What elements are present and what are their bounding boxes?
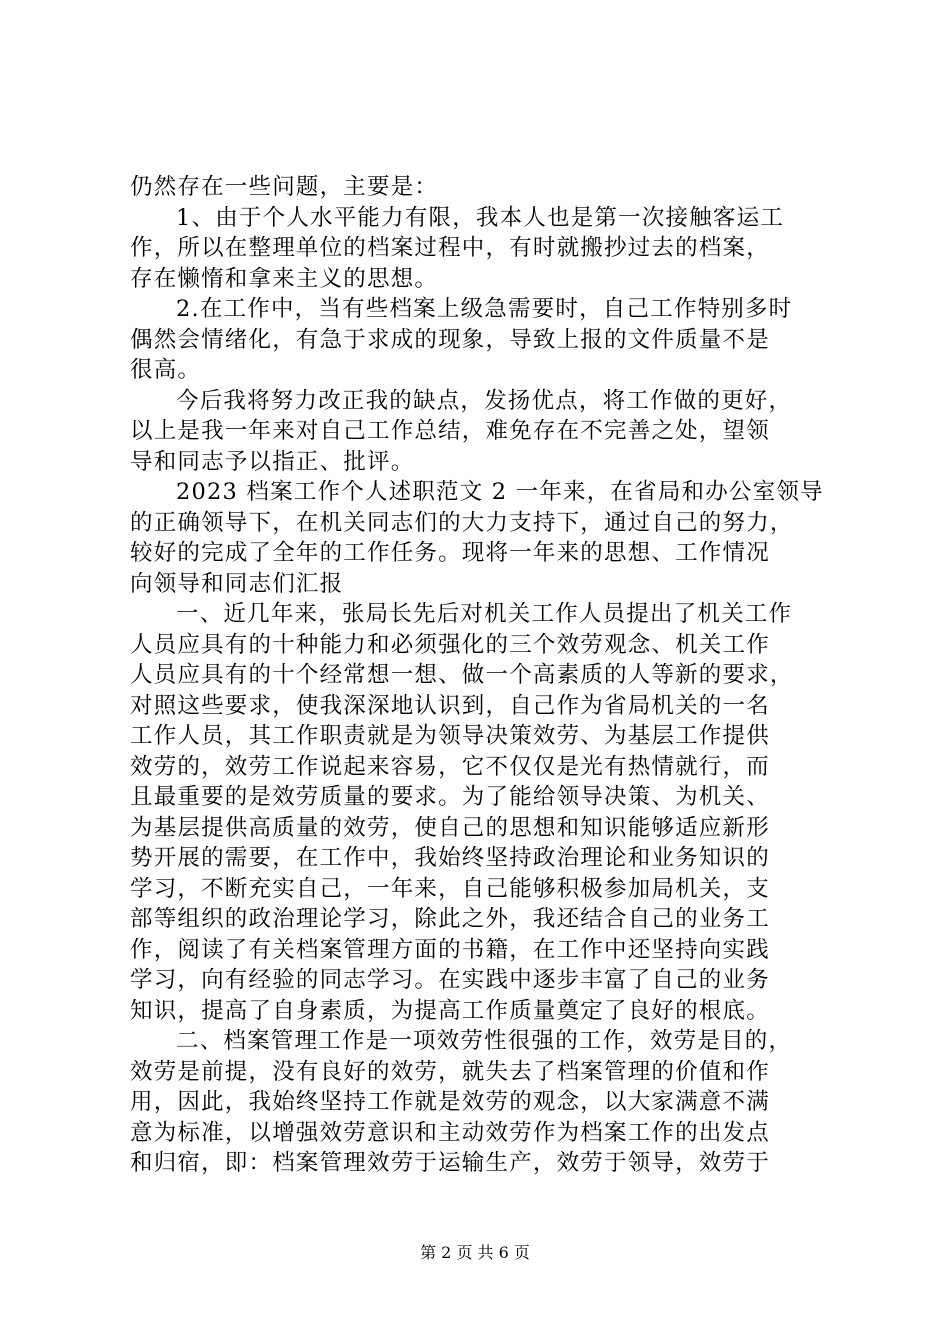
text-line: 对照这些要求，使我深深地认识到，自己作为省局机关的一名 bbox=[130, 692, 770, 719]
text-line: 很高。 bbox=[130, 357, 202, 383]
text-line: 意为标准，以增强效劳意识和主动效劳作为档案工作的出发点 bbox=[130, 1119, 770, 1146]
text-line: 效劳的，效劳工作说起来容易，它不仅仅是光有热情就行，而 bbox=[130, 753, 770, 780]
text-line: 仍然存在一些问题，主要是： bbox=[130, 174, 439, 200]
text-line: 和归宿，即：档案管理效劳于运输生产，效劳于领导，效劳于 bbox=[130, 1150, 770, 1176]
page-footer: 第 2 页 共 6 页 bbox=[420, 1243, 530, 1262]
text-line: 2.在工作中，当有些档案上级急需要时，自己工作特别多时 bbox=[176, 296, 793, 322]
text-line: 以上是我一年来对自己工作总结，难免存在不完善之处，望领 bbox=[130, 418, 770, 444]
text-line: 学习，向有经验的同志学习。在实践中逐步丰富了自己的业务 bbox=[130, 967, 770, 993]
text-line: 工作人员，其工作职责就是为领导决策效劳、为基层工作提供 bbox=[130, 723, 770, 749]
text-line: 二、档案管理工作是一项效劳性很强的工作，效劳是目的， bbox=[176, 1028, 793, 1054]
text-line: 知识，提高了自身素质，为提高工作质量奠定了良好的根底。 bbox=[130, 997, 770, 1024]
text-line: 部等组织的政治理论学习，除此之外，我还结合自己的业务工 bbox=[130, 906, 770, 932]
text-line: 的正确领导下，在机关同志们的大力支持下，通过自己的努力， bbox=[130, 509, 794, 536]
document-body bbox=[130, 172, 828, 1179]
text-line: 为基层提供高质量的效劳，使自己的思想和知识能够适应新形 bbox=[130, 814, 770, 841]
text-line: 效劳是前提，没有良好的效劳，就失去了档案管理的价值和作 bbox=[130, 1058, 770, 1085]
text-line: 较好的完成了全年的工作任务。现将一年来的思想、工作情况 bbox=[130, 540, 770, 566]
text-line: 偶然会情绪化，有急于求成的现象，导致上报的文件质量不是 bbox=[130, 326, 770, 353]
text-line: 人员应具有的十种能力和必须强化的三个效劳观念、机关工作 bbox=[130, 631, 770, 658]
text-line: 导和同志予以指正、批评。 bbox=[130, 448, 415, 475]
text-line: 一、近几年来，张局长先后对机关工作人员提出了机关工作 bbox=[176, 601, 793, 627]
text-line: 作，阅读了有关档案管理方面的书籍，在工作中还坚持向实践 bbox=[130, 936, 770, 963]
text-line: 今后我将努力改正我的缺点，发扬优点，将工作做的更好， bbox=[176, 387, 793, 414]
text-line: 学习，不断充实自己，一年来，自己能够积极参加局机关，支 bbox=[130, 875, 770, 902]
text-line: 用，因此，我始终坚持工作就是效劳的观念，以大家满意不满 bbox=[130, 1089, 770, 1115]
text-line: 存在懒惰和拿来主义的思想。 bbox=[130, 265, 439, 292]
text-line: 1、由于个人水平能力有限，我本人也是第一次接触客运工 bbox=[176, 204, 785, 231]
text-line: 且最重要的是效劳质量的要求。为了能给领导决策、为机关、 bbox=[130, 784, 770, 810]
text-line: 2023 档案工作个人述职范文 2 一年来，在省局和办公室领导 bbox=[176, 479, 824, 505]
text-line: 人员应具有的十个经常想一想、做一个高素质的人等新的要求， bbox=[130, 662, 794, 688]
text-line: 势开展的需要，在工作中，我始终坚持政治理论和业务知识的 bbox=[130, 845, 770, 871]
text-line: 作，所以在整理单位的档案过程中，有时就搬抄过去的档案， bbox=[130, 235, 770, 261]
text-line: 向领导和同志们汇报 bbox=[130, 570, 344, 597]
